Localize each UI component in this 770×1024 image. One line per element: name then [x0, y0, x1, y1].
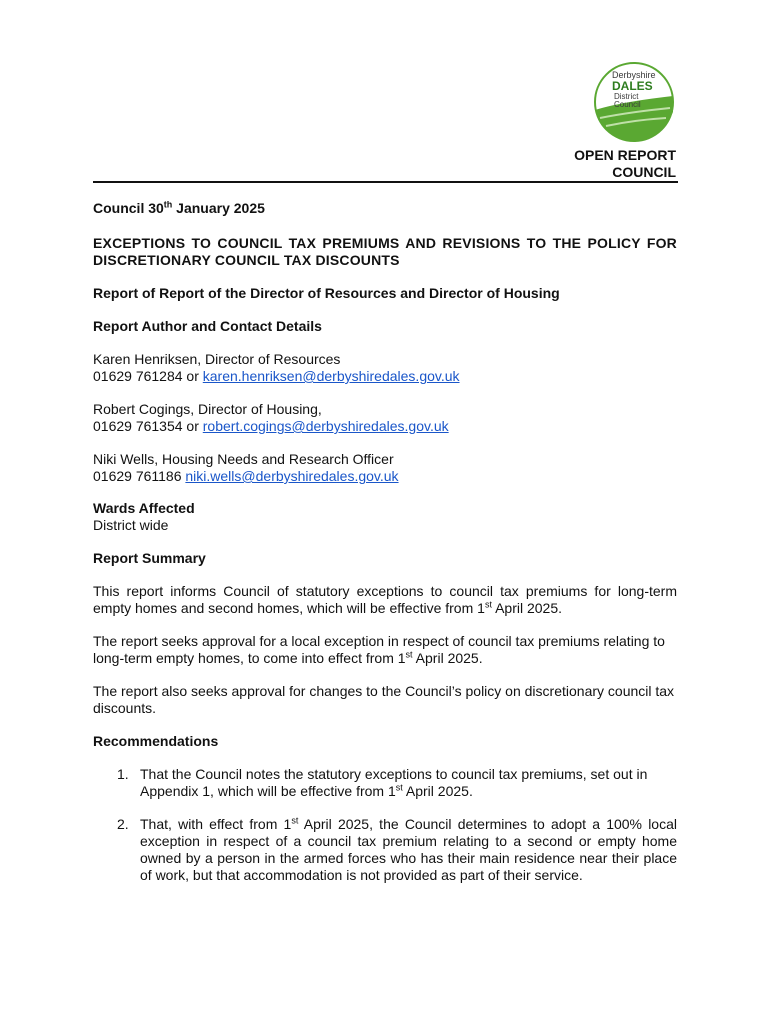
- recommendations-heading: Recommendations: [93, 733, 219, 749]
- list-item: 2. That, with effect from 1st April 2025, the Council determines to adopt a 100% local exception in respect of a council tax premium relating to a second or empty home owned by a person in the armed forces who has their main residence near their place of work, but that accommodation is not provided as part of their service.: [117, 815, 677, 883]
- report-body: [93, 200, 677, 884]
- contact-3: Niki Wells, Housing Needs and Research Officer 01629 761186 niki.wells@derbyshiredales.gov.uk: [93, 451, 399, 484]
- council-logo: [590, 62, 678, 142]
- list-item: 1. That the Council notes the statutory exceptions to council tax premiums, set out in Appendix 1, which will be effective from 1st April 2025.: [117, 766, 648, 799]
- email-link-robert[interactable]: robert.cogings@derbyshiredales.gov.uk: [202, 418, 449, 434]
- meeting-date: Council 30th January 2025: [93, 199, 265, 216]
- summary-paragraph-3: The report also seeks approval for changes to the Council’s policy on discretionary council tax discounts.: [93, 683, 675, 716]
- logo-line-2: DALES: [612, 79, 653, 93]
- logo-line-4: Council: [614, 100, 641, 109]
- email-link-niki[interactable]: niki.wells@derbyshiredales.gov.uk: [185, 468, 399, 484]
- summary-paragraph-1: This report informs Council of statutory exceptions to council tax premiums for long-term empty homes and second homes, which will be effective from 1st April 2025.: [93, 583, 677, 616]
- summary-paragraph-2: The report seeks approval for a local exception in respect of council tax premiums relating to long-term empty homes, to come into effect from 1st April 2025.: [93, 633, 665, 666]
- author-heading: Report Author and Contact Details: [93, 318, 322, 334]
- derbyshire-dales-logo-icon: [590, 62, 678, 142]
- report-of: Report of Report of the Director of Resources and Director of Housing: [93, 285, 560, 301]
- wards-affected: Wards Affected District wide: [93, 500, 195, 533]
- contact-2: Robert Cogings, Director of Housing, 01629 761354 or robert.cogings@derbyshiredales.gov.uk: [93, 401, 449, 434]
- contact-1: Karen Henriksen, Director of Resources 01629 761284 or karen.henriksen@derbyshiredales.gov.uk: [93, 351, 460, 384]
- summary-heading: Report Summary: [93, 550, 206, 566]
- email-link-karen[interactable]: karen.henriksen@derbyshiredales.gov.uk: [202, 368, 460, 384]
- report-classification: [574, 147, 676, 181]
- header-divider: [93, 181, 678, 183]
- recommendations-list: [93, 766, 677, 884]
- report-title: EXCEPTIONS TO COUNCIL TAX PREMIUMS AND REVISIONS TO THE POLICY FOR DISCRETIONARY COUNCIL TAX DISCOUNTS: [93, 235, 677, 268]
- council-label: COUNCIL: [612, 164, 676, 180]
- open-report-label: OPEN REPORT: [574, 147, 676, 163]
- logo-line-3: District: [614, 92, 639, 101]
- logo-line-1: Derbyshire: [612, 70, 656, 80]
